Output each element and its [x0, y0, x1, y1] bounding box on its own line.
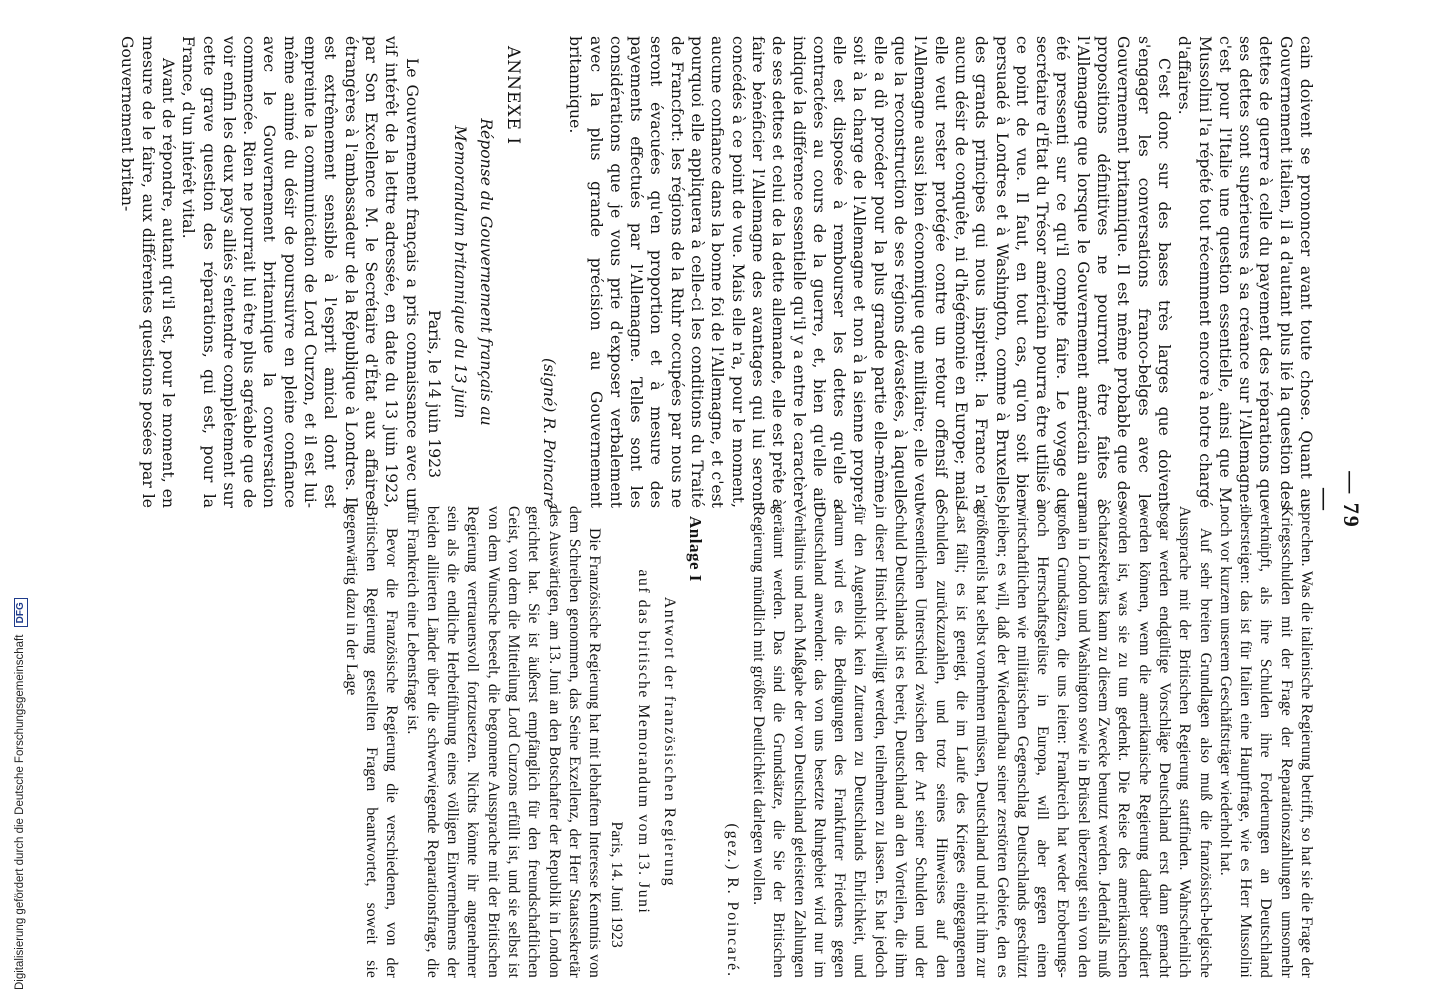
page-number: — 79 —: [1313, 471, 1364, 529]
german-signature: (gez.) R. Poincaré.: [723, 823, 741, 978]
french-paragraph: cain doivent se prononcer avant toute chose. Quant au Gouvernement italien, il a d'autant plus lié la question des dettes de guerre à celle du payement des réparations que ses dettes sont supérieures à sa créance sur l'Allemagne: c'est pour l'Italie une question essentielle, ainsi que M. Mussolini l'a répété tout récemment encore à notre chargé d'affaires.: [1175, 36, 1315, 508]
french-annex-title: ANNEXE I: [502, 46, 523, 146]
digitization-credit-text: Digitalisierung gefördert durch die Deutsche Forschungsgemeinschaft: [14, 634, 26, 990]
german-paragraph: Die Französische Regierung hat mit lebhaftem Interesse Kenntnis von dem Schreiben genommen, das Seine Exzellenz, der Herr Staatssekretär des Auswärtigen, am 13. Juni an den Botschafter der Republik in London gerichtet hat. Sie ist äußerst empfänglich für den freundschaftlichen Geist, von dem die Mitteilung Lord Curzons erfüllt ist, und sie selbst ist von dem Wunsche beseelt, die begonnene Aussprache mit der Britischen Regierung vertrauensvoll fortzusetzen. Nichts könnte ihr angenehmer sein als die endliche Herbeiführung eines völligen Einvernehmens der beiden alliierten Länder über die schwerwiegende Reparationsfrage, die für Frankreich eine Lebensfrage ist.: [403, 506, 604, 978]
german-column: [340, 506, 1316, 978]
french-annex-subtitle-line-1: Réponse du Gouvernement français au: [477, 118, 496, 426]
dfg-logo: DFG: [14, 598, 28, 627]
french-annex-subtitle-line-2: Memorandum britannique du 13 juin: [451, 125, 470, 419]
french-paragraph: Avant de répondre, autant qu'il est, pour le moment, en mesure de le faire, aux différentes questions posées par le Gouvernement britan-: [118, 36, 177, 508]
french-paragraph: Le Gouvernement français a pris connaissance avec un vif intérêt de la lettre adressée, en date du 13 juin 1923, par Son Excellence M. le Secrétaire d'État aux affaires étrangères à l'ambassadeur de la République à Londres. Il est extrêmement sensible à l'esprit amical dont est empreinte la communication de Lord Curzon, et il est lui-même animé du désir de poursuivre en pleine confiance avec le Gouvernement britannique la conversation commencée. Rien ne pourrait lui être plus agréable que de voir enfin les deux pays alliés s'entendre complètement sur cette grave question des réparations, qui est, pour la France, d'un intérêt vital.: [179, 36, 421, 508]
german-annex-subtitle-line-1: Antwort der französischen Regierung: [661, 596, 679, 888]
digitization-credit: [14, 598, 28, 990]
german-paragraph: sprechen. Was die italienische Regierung betrifft, so hat sie die Frage der Kriegsschulden mit der Frage der Reparationszahlungen umsomehr verknüpft, als ihre Schulden ihre Forderungen an Deutschland übersteigen: das ist für Italien eine Hauptfrage, wie es Herr Mussolini noch vor kurzem unserem Geschäftsträger wiederholt hat.: [1216, 506, 1315, 978]
french-column: [117, 36, 1316, 508]
german-paragraph: Auf sehr breiten Grundlagen also muß die französisch-belgische Aussprache mit der Britischen Regierung stattfinden. Wahrscheinlich sogar werden endgültige Vorschläge Deutschland erst dann gemacht werden können, wenn die amerikanische Regierung darüber sondiert worden ist, was sie zu tun gedenkt. Die Reise des amerikanischen Schatzsekretärs kann zu diesem Zwecke benutzt werden. Jedenfalls muß man in London und Washington sowie in Brüssel überzeugt sein von den großen Grundsätzen, die uns leiten: Frankreich hat weder Eroberungs- noch Herrschaftsgelüste in Europa, will aber gegen einen wirtschaftlichen wie militärischen Gegenschlag Deutschlands geschützt bleiben; es will, daß der Wiederaufbau seiner zerstörten Gebiete, den es größtenteils hat selbst vornehmen müssen, Deutschland und nicht ihm zur Last fällt; es ist geneigt, die im Laufe des Krieges eingegangenen Schulden zurückzuzahlen, und trotz seines Hinweises auf den wesentlichen Unterschied zwischen der Art seiner Schulden und der Schuld Deutschlands ist es bereit, Deutschland an den Vorteilen, die ihm in dieser Hinsicht bewilligt werden, teilnehmen zu lassen. Es hat jedoch für den Augenblick kein Zutrauen zu Deutschlands Ehrlichkeit, und darum wird es die Bedingungen des Frankfurter Friedens gegen Deutschland anwenden: das von uns besetzte Ruhrgebiet wird nur im Verhältnis und nach Maßgabe der von Deutschland geleisteten Zahlungen geräumt werden. Das sind die Grundsätze, die Sie der Britischen Regierung mündlich mit größter Deutlichkeit darlegen wollen.: [749, 506, 1214, 978]
german-annex-title: Anlage I: [686, 516, 706, 582]
french-signature: (signé) R. Poincaré: [540, 357, 559, 508]
french-paragraph: C'est donc sur des bases très larges que doivent s'engager les conversations franco-belges avec le Gouvernement britannique. Il est même probable que des propositions définitives ne pourront être faites à l'Allemagne que lorsque le Gouvernement américain aura été pressenti sur ce qu'il compte faire. Le voyage du secrétaire d'État du Trésor américain pourra être utilisé à ce point de vue. Il faut, en tout cas, qu'on soit bien persuadé à Londres et à Washington, comme à Bruxelles, des grands principes qui nous inspirent: la France n'a aucun désir de conquête, ni d'hégémonie en Europe; mais elle veut rester protégée contre un retour offensif de l'Allemagne aussi bien économique que militaire; elle veut que la reconstruction de ses régions dévastées, à laquelle elle a dû procéder pour la plus grande partie elle-même, soit à la charge de l'Allemagne et non à la sienne propre; elle est disposée à rembourser les dettes qu'elle a contractées au cours de la guerre, et, bien qu'elle ait indiqué la différence essentielle qu'il y a entre le caractère de ses dettes et celui de la dette allemande, elle est prête à faire bénéficier l'Allemagne des avantages qui lui seront concédés à ce point de vue. Mais elle n'a, pour le moment, aucune confiance dans la bonne foi de l'Allemagne, et c'est pourquoi elle appliquera à celle-ci les conditions du Traité de Francfort: les régions de la Ruhr occupées par nous ne seront évacuées qu'en proportion et à mesure des payements effectués par l'Allemagne. Telles sont les considérations que je vous prie d'exposer verbalement avec la plus grande précision au Gouvernement britannique.: [566, 36, 1173, 508]
german-paragraph: Bevor die Französische Regierung die verschiedenen, von der Britischen Regierung gestellten Fragen beantwortet, soweit sie gegenwärtig dazu in der Lage: [342, 506, 401, 978]
french-dateline: Paris, le 14 juin 1923: [424, 310, 443, 478]
german-annex-subtitle-line-2: auf das britische Memorandum vom 13. Juni: [634, 569, 652, 915]
german-dateline: Paris, 14. Juni 1923: [608, 821, 626, 948]
